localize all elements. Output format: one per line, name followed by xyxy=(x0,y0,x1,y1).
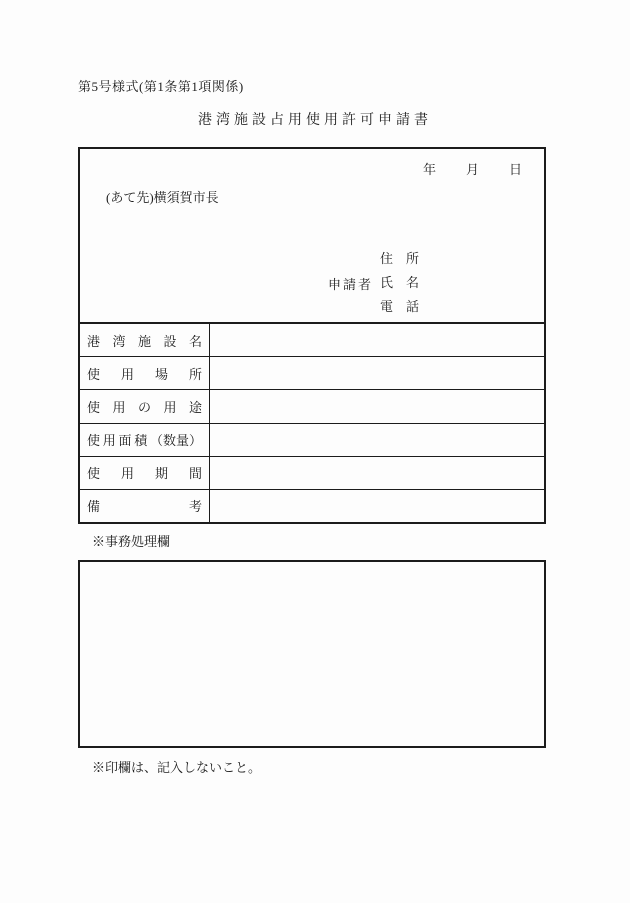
applicant-phone-label: 電 話 xyxy=(380,299,420,314)
label-segment: 用 xyxy=(120,366,134,382)
row-label-usage-area xyxy=(80,424,210,456)
row-value-cell-remarks xyxy=(210,490,544,522)
label-segment: 所 xyxy=(188,366,202,382)
label-segment: 考 xyxy=(188,499,202,515)
table-row-usage-area xyxy=(80,423,544,456)
date-month-label: 月 xyxy=(465,162,479,177)
applicant-name-label: 氏 名 xyxy=(380,275,420,290)
applicant-prefix: 申請者 xyxy=(328,276,374,292)
row-label-usage-purpose xyxy=(80,390,210,422)
office-use-label: ※事務処理欄 xyxy=(92,534,171,549)
row-label-remarks xyxy=(80,490,210,522)
label-segment: 使 xyxy=(87,466,101,482)
label-segment: 積 xyxy=(134,433,148,449)
spec-table xyxy=(80,324,544,522)
applicant-fields xyxy=(380,247,419,319)
application-form-box xyxy=(78,147,546,524)
label-segment: 使 xyxy=(87,433,101,449)
table-row-usage-period xyxy=(80,456,544,489)
date-line xyxy=(423,159,522,178)
label-segment: 備 xyxy=(87,499,101,515)
footnote: ※印欄は、記入しないこと。 xyxy=(92,760,262,775)
office-use-box xyxy=(78,560,546,748)
addressee: (あて先)横須賀市長 xyxy=(106,190,219,205)
label-segment: 使 xyxy=(87,366,101,382)
row-value-cell-usage-purpose xyxy=(210,390,544,422)
label-segment: 用 xyxy=(112,399,126,415)
label-segment: 使 xyxy=(87,399,101,415)
label-segment: 面 xyxy=(118,433,132,449)
label-segment: の xyxy=(137,399,151,415)
label-segment: 名 xyxy=(188,333,202,349)
label-segment: （数量） xyxy=(149,433,202,449)
row-label-port-facility-name xyxy=(80,324,210,356)
row-value-cell-port-facility-name xyxy=(210,324,544,356)
form-code: 第5号様式(第1条第1項関係) xyxy=(78,79,244,94)
row-label-usage-place xyxy=(80,357,210,389)
applicant-block xyxy=(328,247,419,319)
date-year-label: 年 xyxy=(422,162,436,177)
applicant-address-label: 住 所 xyxy=(380,251,420,266)
row-value-cell-usage-place xyxy=(210,357,544,389)
row-value-cell-usage-period xyxy=(210,457,544,489)
date-day-label: 日 xyxy=(508,162,522,177)
label-segment: 場 xyxy=(154,366,168,382)
table-row-usage-purpose xyxy=(80,389,544,422)
form-header-section xyxy=(80,149,544,324)
label-segment: 用 xyxy=(163,399,177,415)
page-title: 港湾施設占用使用許可申請書 xyxy=(198,113,432,128)
row-label-usage-period xyxy=(80,457,210,489)
label-segment: 湾 xyxy=(112,333,126,349)
label-segment: 用 xyxy=(120,466,134,482)
row-value-cell-usage-area xyxy=(210,424,544,456)
label-segment: 用 xyxy=(102,433,116,449)
table-row-usage-place xyxy=(80,356,544,389)
label-segment: 間 xyxy=(188,466,202,482)
label-segment: 途 xyxy=(188,399,202,415)
table-row-port-facility-name xyxy=(80,324,544,356)
label-segment: 設 xyxy=(163,333,177,349)
label-segment: 施 xyxy=(137,333,151,349)
label-segment: 港 xyxy=(87,333,101,349)
label-segment: 期 xyxy=(154,466,168,482)
table-row-remarks xyxy=(80,489,544,522)
